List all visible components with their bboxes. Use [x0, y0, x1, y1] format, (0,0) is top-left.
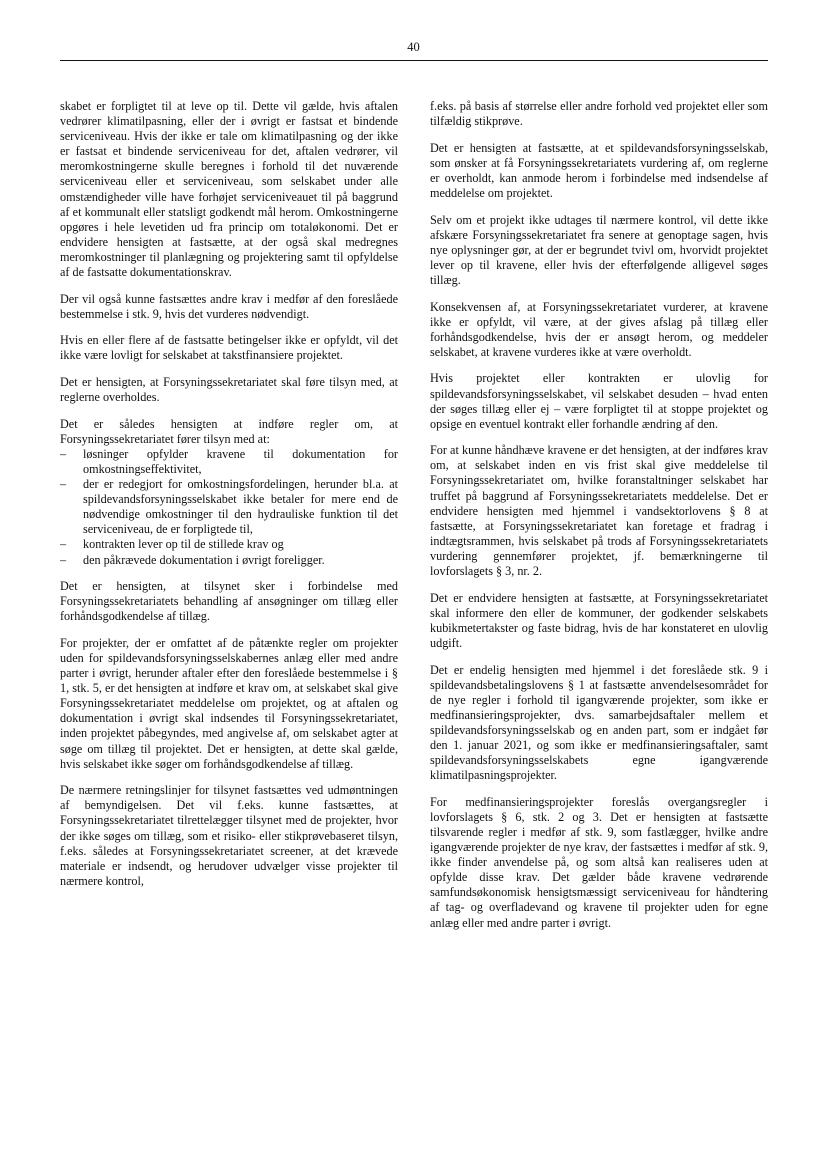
- right-paragraph-3: Selv om et projekt ikke udtages til nærmere kontrol, vil dette ikke afskære Forsyningssekretariatet fra senere at genoptage sagen, hvis nye oplysninger gør, at der er begrundet tvivl om, hvorvidt projektet lever op til kravene, eller hvis der efterfølgende alligevel søges tillæg.: [430, 212, 768, 287]
- left-paragraph-1: skabet er forpligtet til at leve op til. Dette vil gælde, hvis aftalen vedrører klimatilpasning, eller der i øvrigt er fastsat et bindende serviceniveau. Hvis der ikke er tale om klimatilpasning og der ikke er fastsat et bindende serviceniveau for det, aftalen vedrører, vil meromkostningerne skulle beregnes i forhold til det nuværende serviceniveau eller et serviceniveau, som selskabet under alle omstændigheder ville have forhøjet serviceniveauet til på baggrund af et kommunalt eller statsligt godkendt mål herom. Omkostningerne opgøres i hele levetiden ud fra princip om totaløkonomi. Det er endvidere hensigten at fastsætte, at der også skal medregnes meromkostninger til planlægning og projektering samt til opfyldelse af de fastsatte dokumentationskrav.: [60, 99, 398, 280]
- right-paragraph-1: f.eks. på basis af størrelse eller andre forhold ved projektet eller som tilfældig stikprøve.: [430, 99, 768, 129]
- right-paragraph-2: Det er hensigten at fastsætte, at et spildevandsforsyningsselskab, som ønsker at få Forsyningssekretariatets vurdering af, om reglerne er overholdt, kan anmode herom i forbindelse med indsendelse af meddelelse om projektet.: [430, 140, 768, 200]
- left-column: [60, 99, 398, 900]
- list-item-text: løsninger opfylder kravene til dokumentation for omkostningseffektivitet,: [83, 446, 398, 476]
- right-paragraph-8: Det er endelig hensigten med hjemmel i det foreslåede stk. 9 i spildevandsbetalingslovens § 1 at fastsætte anvendelsesområdet for de nye regler i forhold til igangværende projekter, som ikke er medfinansieringsprojekter, dvs. samarbejdsaftaler mellem et spildevandsforsyningsselskab og en anden part, som er indgået før den 1. januar 2021, og som ikke er medfinansieringsaftaler, samt spildevandsforsyningsselskabets egne igangværende klimatilpasningsprojekter.: [430, 662, 768, 783]
- left-paragraph-3: Hvis en eller flere af de fastsatte betingelser ikke er opfyldt, vil det ikke være lovligt for selskabet at takstfinansiere projektet.: [60, 333, 398, 363]
- list-item: [60, 553, 398, 568]
- right-paragraph-5: Hvis projektet eller kontrakten er ulovlig for spildevandsforsyningsselskabet, vil selskabet desuden – hvad enten der søges tillæg eller ej – være forpligtet til at stoppe projektet og opsige en eventuel kontrakt eller forhandle ændring af den.: [430, 371, 768, 431]
- left-paragraph-2: Der vil også kunne fastsættes andre krav i medfør af den foreslåede bestemmelse i stk. 9, hvis det vurderes nødvendigt.: [60, 291, 398, 321]
- list-marker: –: [60, 552, 67, 567]
- left-paragraph-8: De nærmere retningslinjer for tilsynet fastsættes ved udmøntningen af bemyndigelsen. Det vil f.eks. kunne fastsættes, at Forsyningssekretariatet tilrettelægger tilsynet med de projekter, hvor der ikke søges om tillæg, som et risiko- eller stikprøvebaseret tilsyn, f.eks. således at Forsyningssekretariatet screener, at det krævede materiale er indsendt, og herudover udvælger visse projekter til nærmere kontrol,: [60, 783, 398, 888]
- right-paragraph-4: Konsekvensen af, at Forsyningssekretariatet vurderer, at kravene ikke er opfyldt, vil være, at der gives afslag på tillæg eller forhåndsgodkendelse, hvis der er ansøgt herom, og meddeler selskabet, at kravene vurderes ikke at være overholdt.: [430, 299, 768, 359]
- header-rule: [60, 60, 768, 61]
- supervision-list: [60, 447, 398, 568]
- list-item: [60, 447, 398, 477]
- list-item: [60, 537, 398, 552]
- page-number: 40: [407, 40, 420, 54]
- list-item: [60, 477, 398, 537]
- list-marker: –: [60, 537, 67, 552]
- list-marker: –: [60, 446, 67, 461]
- left-paragraph-5: Det er således hensigten at indføre regler om, at Forsyningssekretariatet fører tilsyn med at:: [60, 416, 398, 446]
- list-marker: –: [60, 477, 67, 492]
- list-item-text: der er redegjort for omkostningsfordelingen, herunder bl.a. at spildevandsforsyningsselskabet ikke betaler for mere end de nødvendige omkostninger til den hydrauliske funktion til det serviceniveau, de er forpligtede til,: [83, 477, 398, 537]
- left-paragraph-7: For projekter, der er omfattet af de påtænkte regler om projekter uden for spildevandsforsyningsselskabernes anlæg eller med andre parter i øvrigt, herunder aftaler efter den foreslåede bestemmelse i § 1, stk. 5, er det hensigten at indføre et krav om, at selskabet skal give Forsyningssekretariatet meddelelse om projektet, og at aftalen og dokumentation i øvrigt skal indsendes til Forsyningssekretariatet, inden projektet påbegyndes, med angivelse af, om selskabet agter at søge om tillæg til projektet. Det er hensigten, at dette skal gælde, hvis selskabet ikke søger om forhåndsgodkendelse af tillæg.: [60, 635, 398, 771]
- left-paragraph-4: Det er hensigten, at Forsyningssekretariatet skal føre tilsyn med, at reglerne overholdes.: [60, 375, 398, 405]
- right-paragraph-6: For at kunne håndhæve kravene er det hensigten, at der indføres krav om, at selskabet inden en vis frist skal give meddelelse til Forsyningssekretariatet om, hvilke foranstaltninger selskabet har truffet på baggrund af Forsyningssekretariatets meddelelse. Det er endvidere hensigten med hjemmel i vandsektorlovens § 8 at fastsætte, at Forsyningssekretariatet kan foretage et fradrag i indtægtsrammen, hvis selskabet på trods af Forsyningssekretariatets vurdering gennemfører projektet, jf. bemærkningerne til lovforslagets § 3, nr. 2.: [430, 443, 768, 579]
- list-item-text: den påkrævede dokumentation i øvrigt foreligger.: [83, 552, 325, 567]
- right-column: [430, 99, 768, 942]
- right-paragraph-7: Det er endvidere hensigten at fastsætte, at Forsyningssekretariatet skal informere den eller de kommuner, der godkender selskabets kubikmetertakster og faste bidrag, hvis de har konstateret en ulovlig udgift.: [430, 590, 768, 650]
- list-item-text: kontrakten lever op til de stillede krav og: [83, 537, 284, 552]
- left-paragraph-6: Det er hensigten, at tilsynet sker i forbindelse med Forsyningssekretariatets behandling af ansøgninger om tillæg eller forhåndsgodkendelse af tillæg.: [60, 579, 398, 624]
- right-paragraph-9: For medfinansieringsprojekter foreslås overgangsregler i lovforslagets § 6, stk. 2 og 3. Det er hensigten at fastsætte tilsvarende regler i medfør af stk. 9, som fastlægger, hvilke andre igangværende projekter de nye krav, der fastsættes i medfør af stk. 9, ikke finder anvendelse på, og som altså kan realiseres uden at opfylde disse krav. Det gælder både kravene vedrørende samfundsøkonomisk hensigtsmæssigt serviceniveau for håndtering af tag- og overfladevand og kravene til projekter uden for egne anlæg eller med andre parter i øvrigt.: [430, 794, 768, 930]
